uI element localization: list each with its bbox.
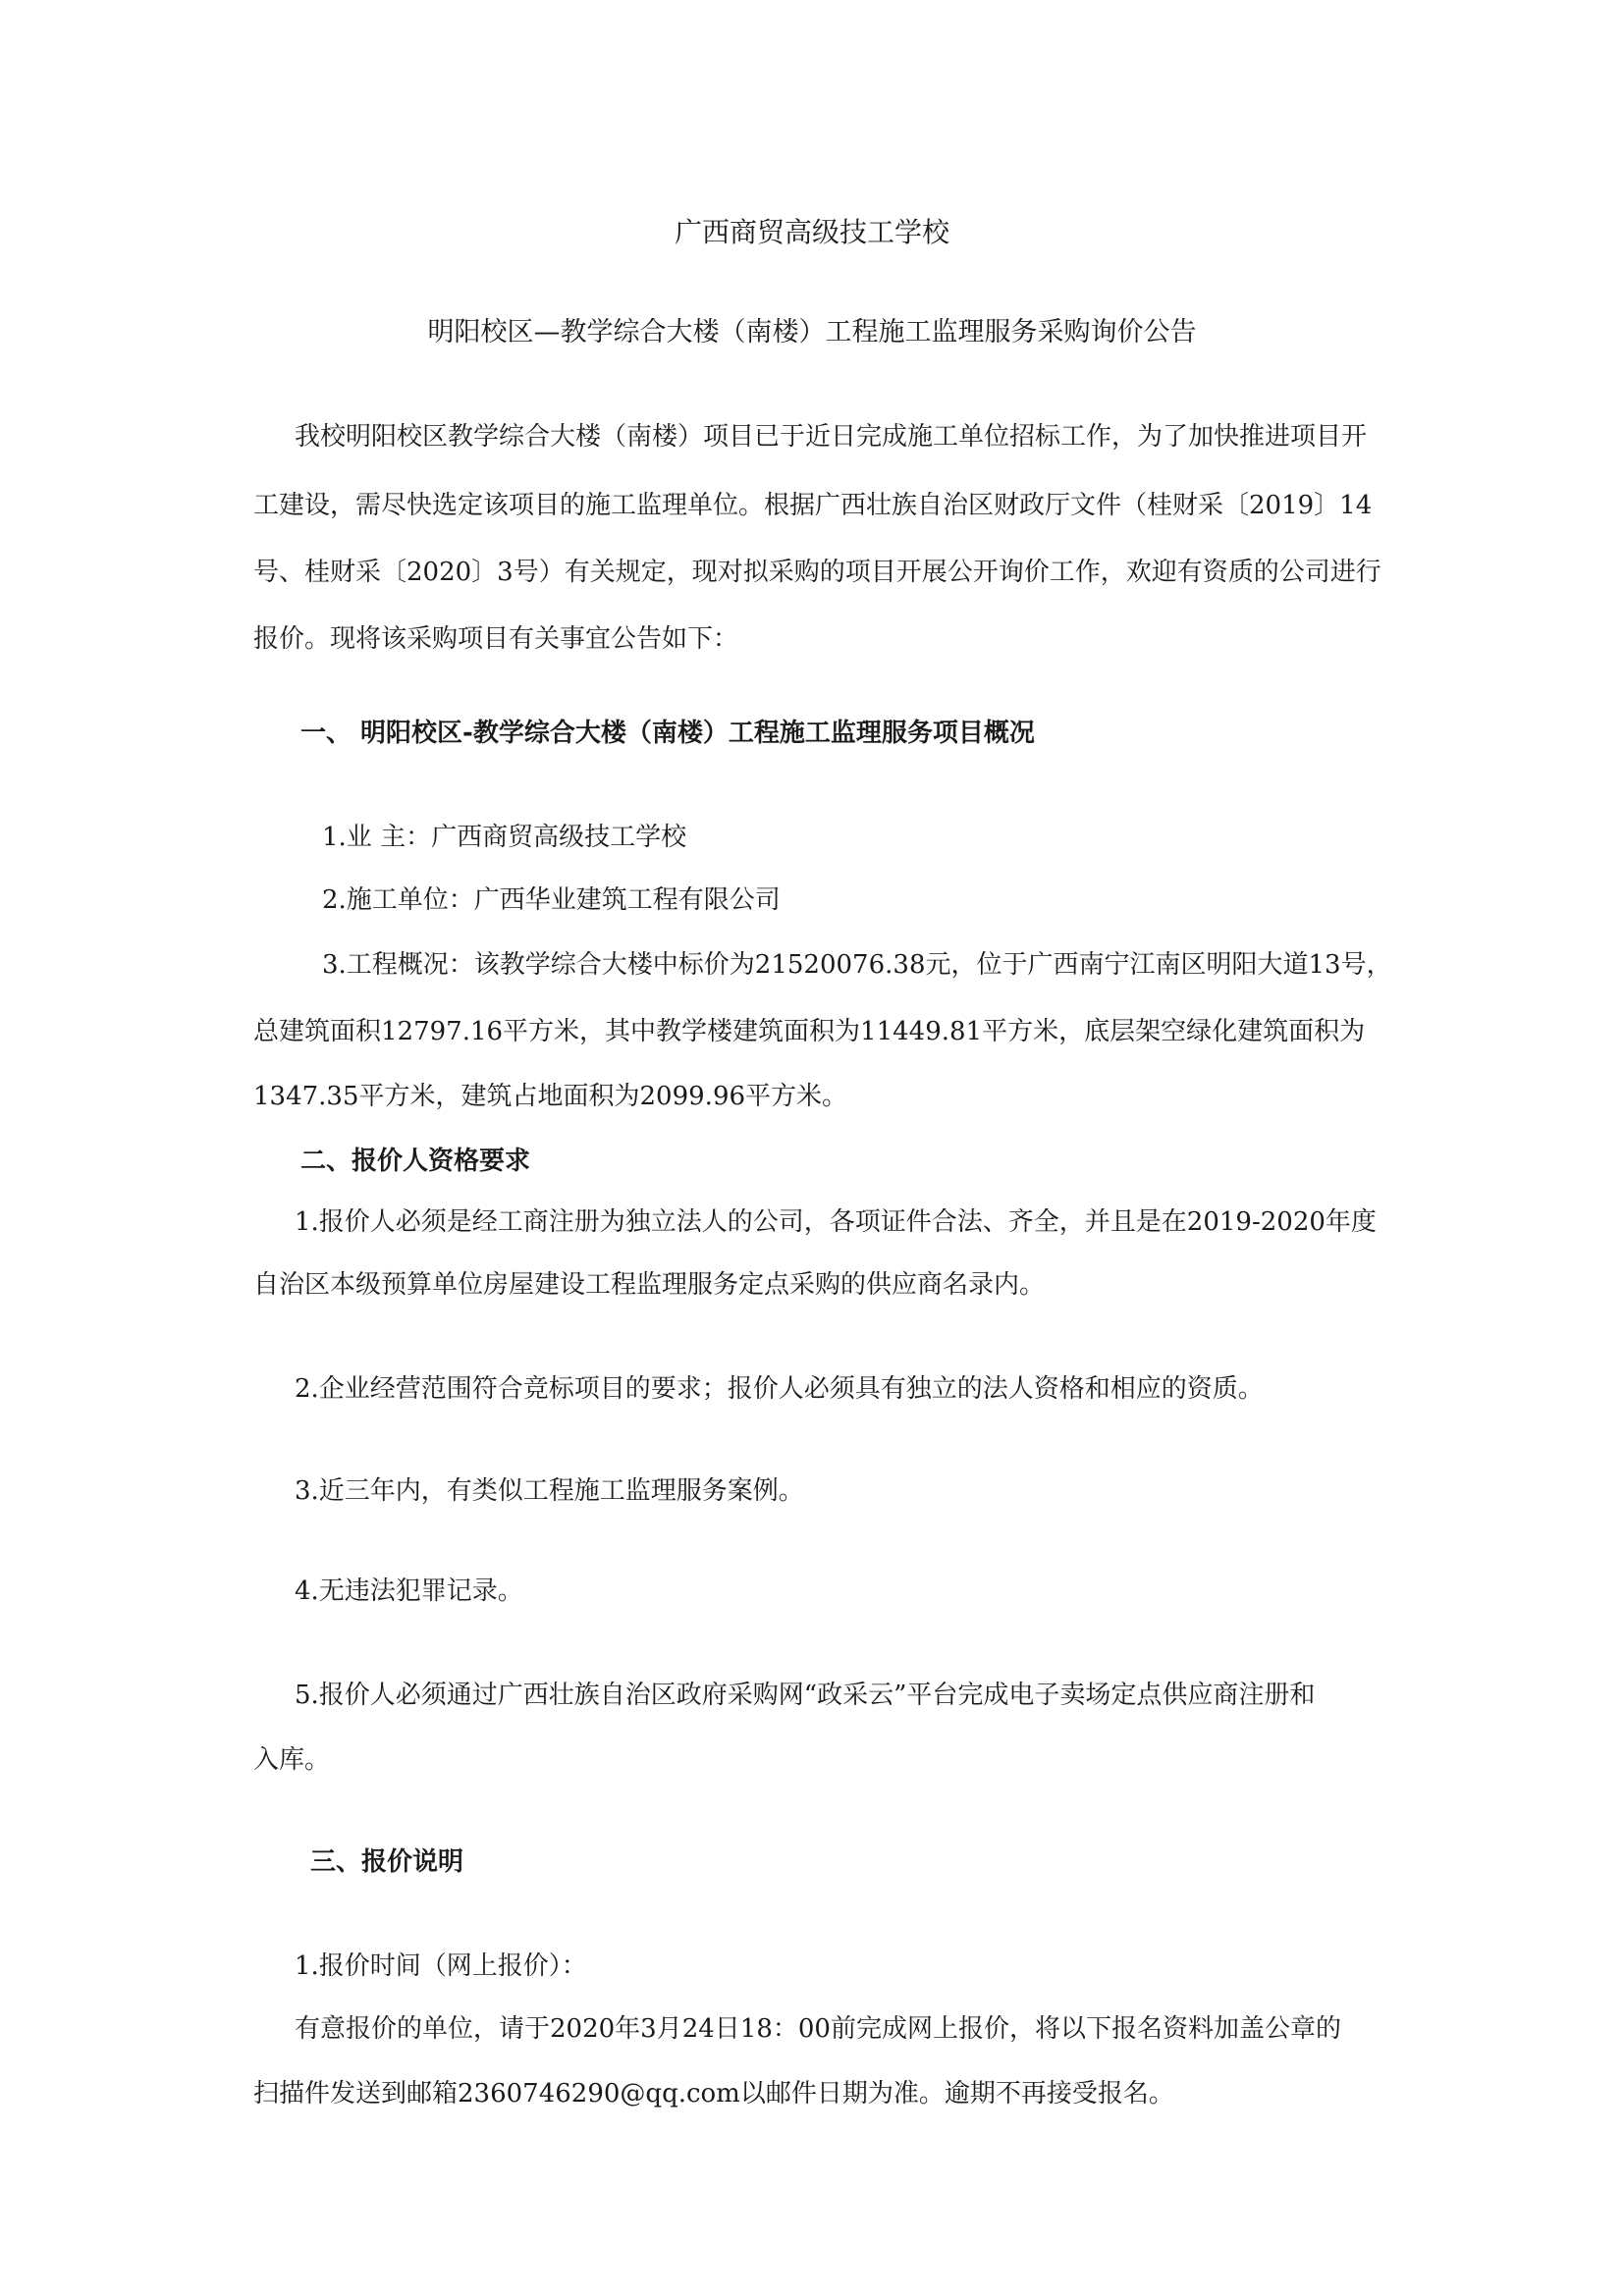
requirement-line: 4.无违法犯罪记录。	[295, 1576, 523, 1606]
requirement-line: 2.企业经营范围符合竞标项目的要求；报价人必须具有独立的法人资格和相应的资质。	[295, 1374, 1264, 1404]
quote-instruction-line: 扫描件发送到邮箱2360746290@qq.com以邮件日期为准。逾期不再接受报名。	[253, 2079, 1174, 2109]
requirement-line: 5.报价人必须通过广西壮族自治区政府采购网“政采云”平台完成电子卖场定点供应商注册和	[295, 1681, 1316, 1710]
requirement-line: 自治区本级预算单位房屋建设工程监理服务定点采购的供应商名录内。	[253, 1270, 1046, 1300]
requirement-line: 入库。	[253, 1745, 331, 1775]
section-heading-3: 三、报价说明	[310, 1847, 464, 1877]
intro-paragraph-line: 工建设，需尽快选定该项目的施工监理单位。根据广西壮族自治区财政厅文件（桂财采〔2019〕14	[253, 491, 1373, 520]
project-overview-line: 3.工程概况：该教学综合大楼中标价为21520076.38元，位于广西南宁江南区明阳大道13号，	[322, 950, 1392, 980]
section-heading-2: 二、报价人资格要求	[300, 1147, 531, 1176]
document-subtitle: 明阳校区—教学综合大楼（南楼）工程施工监理服务采购询价公告	[427, 317, 1197, 347]
document-title: 广西商贸高级技工学校	[674, 216, 949, 248]
project-overview-line: 总建筑面积12797.16平方米，其中教学楼建筑面积为11449.81平方米，底层架空绿化建筑面积为	[253, 1017, 1366, 1046]
project-overview-line: 1347.35平方米，建筑占地面积为2099.96平方米。	[253, 1082, 848, 1111]
requirement-line: 3.近三年内，有类似工程施工监理服务案例。	[295, 1476, 804, 1506]
intro-paragraph-line: 我校明阳校区教学综合大楼（南楼）项目已于近日完成施工单位招标工作，为了加快推进项目开	[295, 422, 1368, 452]
project-owner: 1.业 主：广西商贸高级技工学校	[322, 823, 687, 852]
quote-instruction-line: 有意报价的单位，请于2020年3月24日18：00前完成网上报价，将以下报名资料加盖公章的	[295, 2014, 1341, 2044]
quote-time-label: 1.报价时间（网上报价）：	[295, 1951, 587, 1981]
project-contractor: 2.施工单位：广西华业建筑工程有限公司	[322, 885, 781, 915]
requirement-line: 1.报价人必须是经工商注册为独立法人的公司，各项证件合法、齐全，并且是在2019-2020年度	[295, 1207, 1377, 1237]
intro-paragraph-line: 号、桂财采〔2020〕3号）有关规定，现对拟采购的项目开展公开询价工作，欢迎有资质的公司进行	[253, 558, 1381, 587]
intro-paragraph-line: 报价。现将该采购项目有关事宜公告如下：	[253, 624, 739, 654]
section-heading-1: 一、 明阳校区-教学综合大楼（南楼）工程施工监理服务项目概况	[300, 719, 1035, 748]
